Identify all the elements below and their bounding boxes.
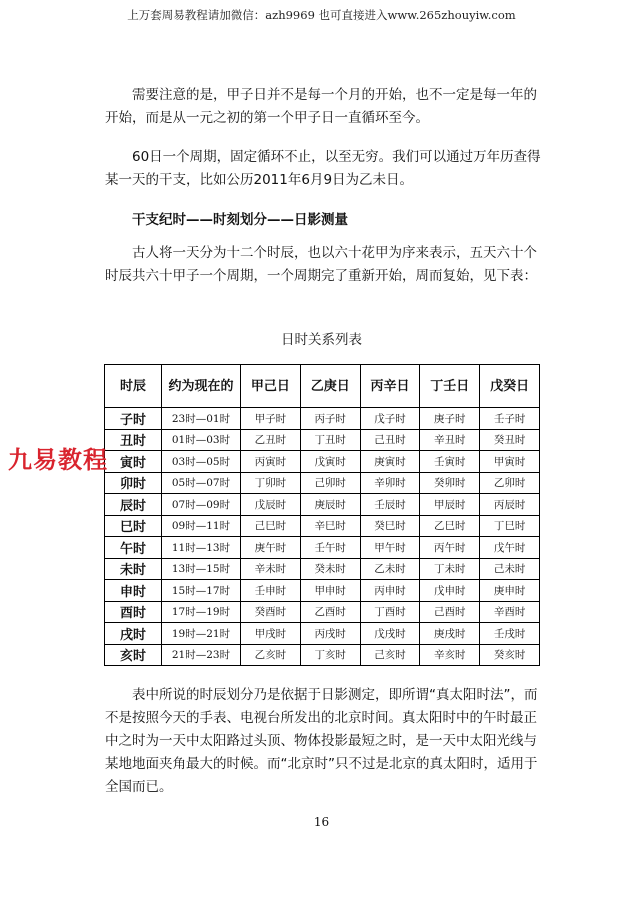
ganzhi-cell: 丙子时 — [300, 408, 360, 430]
shichen-cell: 子时 — [105, 408, 162, 430]
paragraph-1: 需要注意的是，甲子日并不是每一个月的开始，也不一定是每一年的开始，而是从一元之初的第一个甲子日一直循环至今。 — [105, 87, 537, 126]
ganzhi-cell: 乙巳时 — [420, 515, 480, 537]
time-range-cell: 11时—13时 — [162, 537, 241, 559]
ganzhi-cell: 丙戌时 — [300, 623, 360, 645]
ganzhi-cell: 丙辰时 — [480, 494, 540, 516]
time-range-cell: 23时—01时 — [162, 408, 241, 430]
ganzhi-cell: 乙亥时 — [241, 644, 301, 666]
ganzhi-cell: 丙寅时 — [241, 451, 301, 473]
ganzhi-cell: 丁丑时 — [300, 429, 360, 451]
shichen-cell: 巳时 — [105, 515, 162, 537]
ganzhi-cell: 丁亥时 — [300, 644, 360, 666]
paragraph-2: 60日一个周期，固定循环不止，以至无穷。我们可以通过万年历查得某一天的干支，比如公历2011年6月9日为乙未日。 — [105, 149, 541, 188]
ganzhi-cell: 甲辰时 — [420, 494, 480, 516]
shichen-cell: 寅时 — [105, 451, 162, 473]
shichen-cell: 申时 — [105, 580, 162, 602]
ganzhi-cell: 戊子时 — [360, 408, 420, 430]
time-range-cell: 19时—21时 — [162, 623, 241, 645]
shichen-cell: 午时 — [105, 537, 162, 559]
ganzhi-cell: 丁酉时 — [360, 601, 420, 623]
ganzhi-cell: 辛酉时 — [480, 601, 540, 623]
ganzhi-cell: 辛亥时 — [420, 644, 480, 666]
ganzhi-cell: 甲戌时 — [241, 623, 301, 645]
ganzhi-cell: 丁卯时 — [241, 472, 301, 494]
time-range-cell: 07时—09时 — [162, 494, 241, 516]
ganzhi-cell: 庚申时 — [480, 580, 540, 602]
paragraph-4: 表中所说的时辰划分乃是依据于日影测定，即所谓“真太阳时法”，而不是按照今天的手表、电视台所发出的北京时间。真太阳时中的午时最正中之时为一天中太阳路过头顶、物体投影最短之时，是一天中太阳光线与某地地面夹角最大的时候。而“北京时”只不过是北京的真太阳时，适用于全国而已。 — [105, 687, 538, 795]
ganzhi-cell: 辛未时 — [241, 558, 301, 580]
ganzhi-cell: 壬辰时 — [360, 494, 420, 516]
ganzhi-cell: 戊戌时 — [360, 623, 420, 645]
ganzhi-cell: 己未时 — [480, 558, 540, 580]
time-range-cell: 01时—03时 — [162, 429, 241, 451]
header-cell: 时辰 — [105, 365, 162, 408]
table-row — [105, 644, 540, 666]
shichen-cell: 戌时 — [105, 623, 162, 645]
table-row — [105, 580, 540, 602]
ganzhi-cell: 己巳时 — [241, 515, 301, 537]
header-cell: 乙庚日 — [300, 365, 360, 408]
shichen-cell: 辰时 — [105, 494, 162, 516]
header-cell: 约为现在的 — [162, 365, 241, 408]
time-range-cell: 15时—17时 — [162, 580, 241, 602]
table-row — [105, 472, 540, 494]
ganzhi-cell: 壬戌时 — [480, 623, 540, 645]
paragraph-3: 古人将一天分为十二个时辰，也以六十花甲为序来表示，五天六十个时辰共六十甲子一个周期，一个周期完了重新开始，周而复始，见下表： — [105, 245, 537, 284]
shichen-cell: 亥时 — [105, 644, 162, 666]
ganzhi-cell: 辛丑时 — [420, 429, 480, 451]
ganzhi-cell: 丁巳时 — [480, 515, 540, 537]
day-hour-table — [104, 364, 540, 666]
ganzhi-cell: 己酉时 — [420, 601, 480, 623]
time-range-cell: 21时—23时 — [162, 644, 241, 666]
table-row — [105, 408, 540, 430]
ganzhi-cell: 乙未时 — [360, 558, 420, 580]
ganzhi-cell: 乙丑时 — [241, 429, 301, 451]
ganzhi-cell: 丙申时 — [360, 580, 420, 602]
ganzhi-cell: 癸卯时 — [420, 472, 480, 494]
header-cell: 甲己日 — [241, 365, 301, 408]
ganzhi-cell: 癸未时 — [300, 558, 360, 580]
ganzhi-cell: 己亥时 — [360, 644, 420, 666]
page-number: 16 — [313, 815, 330, 829]
section-heading: 干支纪时——时刻划分——日影测量 — [132, 212, 348, 228]
ganzhi-cell: 乙酉时 — [300, 601, 360, 623]
table-row — [105, 494, 540, 516]
ganzhi-cell: 癸酉时 — [241, 601, 301, 623]
shichen-cell: 卯时 — [105, 472, 162, 494]
ganzhi-cell: 庚寅时 — [360, 451, 420, 473]
ganzhi-cell: 庚辰时 — [300, 494, 360, 516]
ganzhi-cell: 戊午时 — [480, 537, 540, 559]
ganzhi-cell: 壬申时 — [241, 580, 301, 602]
time-range-cell: 05时—07时 — [162, 472, 241, 494]
ganzhi-cell: 丙午时 — [420, 537, 480, 559]
table-row — [105, 537, 540, 559]
ganzhi-cell: 己卯时 — [300, 472, 360, 494]
table-caption: 日时关系列表 — [281, 332, 362, 348]
ganzhi-cell: 戊申时 — [420, 580, 480, 602]
ganzhi-cell: 乙卯时 — [480, 472, 540, 494]
ganzhi-cell: 甲申时 — [300, 580, 360, 602]
time-range-cell: 09时—11时 — [162, 515, 241, 537]
ganzhi-cell: 壬子时 — [480, 408, 540, 430]
table-row — [105, 515, 540, 537]
ganzhi-cell: 甲寅时 — [480, 451, 540, 473]
table-row — [105, 601, 540, 623]
ganzhi-cell: 庚午时 — [241, 537, 301, 559]
shichen-cell: 丑时 — [105, 429, 162, 451]
ganzhi-cell: 庚子时 — [420, 408, 480, 430]
ganzhi-cell: 己丑时 — [360, 429, 420, 451]
time-range-cell: 03时—05时 — [162, 451, 241, 473]
table-row — [105, 429, 540, 451]
table-row — [105, 451, 540, 473]
shichen-cell: 未时 — [105, 558, 162, 580]
time-range-cell: 17时—19时 — [162, 601, 241, 623]
ganzhi-cell: 癸亥时 — [480, 644, 540, 666]
header-cell: 丙辛日 — [360, 365, 420, 408]
table-header-row — [105, 365, 540, 408]
header-cell: 丁壬日 — [420, 365, 480, 408]
table-row — [105, 558, 540, 580]
ganzhi-cell: 辛卯时 — [360, 472, 420, 494]
ganzhi-cell: 戊辰时 — [241, 494, 301, 516]
ganzhi-cell: 甲午时 — [360, 537, 420, 559]
ganzhi-cell: 癸丑时 — [480, 429, 540, 451]
page-header: 上万套周易教程请加微信：azh9969 也可直接进入www.265zhouyiw.com — [127, 8, 516, 22]
ganzhi-cell: 庚戌时 — [420, 623, 480, 645]
ganzhi-cell: 癸巳时 — [360, 515, 420, 537]
ganzhi-cell: 戊寅时 — [300, 451, 360, 473]
ganzhi-cell: 辛巳时 — [300, 515, 360, 537]
shichen-cell: 酉时 — [105, 601, 162, 623]
watermark-logo: 九易教程 — [8, 446, 108, 474]
header-cell: 戊癸日 — [480, 365, 540, 408]
ganzhi-cell: 壬寅时 — [420, 451, 480, 473]
table-row — [105, 623, 540, 645]
time-range-cell: 13时—15时 — [162, 558, 241, 580]
ganzhi-cell: 壬午时 — [300, 537, 360, 559]
ganzhi-cell: 丁未时 — [420, 558, 480, 580]
ganzhi-cell: 甲子时 — [241, 408, 301, 430]
